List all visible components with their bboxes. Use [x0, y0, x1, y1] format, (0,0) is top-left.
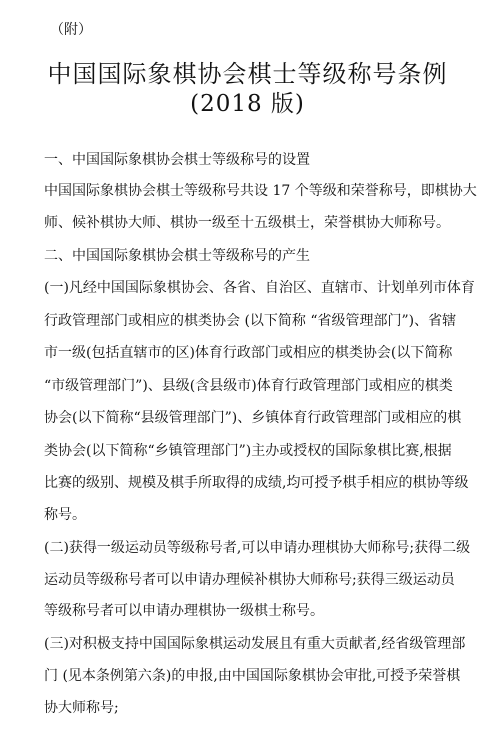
paragraph-line: (一)凡经中国国际象棋协会、各省、自治区、直辖市、计划单列市体育: [44, 280, 475, 296]
paragraph-line: 运动员等级称号者可以申请办理候补棋协大师称号;获得三级运动员: [44, 572, 455, 588]
appendix-label: （附）: [50, 22, 92, 38]
paragraph-line: 中国国际象棋协会棋士等级称号共设 17 个等级和荣誉称号，即棋协大: [44, 183, 477, 199]
paragraph-line: 市一级(包括直辖市的区)体育行政部门或相应的棋类协会(以下简称: [44, 345, 453, 361]
section-heading-2: 二、中国国际象棋协会棋士等级称号的产生: [44, 248, 310, 264]
paragraph-line: 师、候补棋协大师、棋协一级至十五级棋士，荣誉棋协大师称号。: [44, 215, 450, 231]
paragraph-line: 类协会(以下简称“乡镇管理部门”)主办或授权的国际象棋比赛,根据: [44, 443, 452, 459]
paragraph-line: 称号。: [44, 507, 86, 523]
paragraph-line: (三)对积极支持中国国际象棋运动发展且有重大贡献者,经省级管理部: [44, 636, 466, 652]
paragraph-line: “市级管理部门”)、县级(含县级市)体育行政管理部门或相应的棋类: [44, 378, 453, 394]
paragraph-line: 门 (见本条例第六条)的申报,由中国国际象棋协会审批,可授予荣誉棋: [44, 668, 461, 684]
paragraph-line: (二)获得一级运动员等级称号者,可以申请办理棋协大师称号;获得二级: [44, 540, 471, 556]
document-edition: (2018 版): [190, 91, 305, 117]
paragraph-line: 等级称号者可以申请办理棋协一级棋士称号。: [44, 603, 324, 619]
paragraph-line: 协会(以下简称“县级管理部门”)、乡镇体育行政管理部门或相应的棋: [44, 410, 462, 426]
section-heading-1: 一、中国国际象棋协会棋士等级称号的设置: [44, 152, 310, 168]
document-title: 中国国际象棋协会棋士等级称号条例: [47, 60, 448, 88]
paragraph-line: 协大师称号;: [44, 700, 119, 716]
paragraph-line: 行政管理部门或相应的棋类协会 (以下简称 “省级管理部门”)、省辖: [44, 313, 457, 329]
paragraph-line: 比赛的级别、规模及棋手所取得的成绩,均可授予棋手相应的棋协等级: [44, 475, 469, 491]
